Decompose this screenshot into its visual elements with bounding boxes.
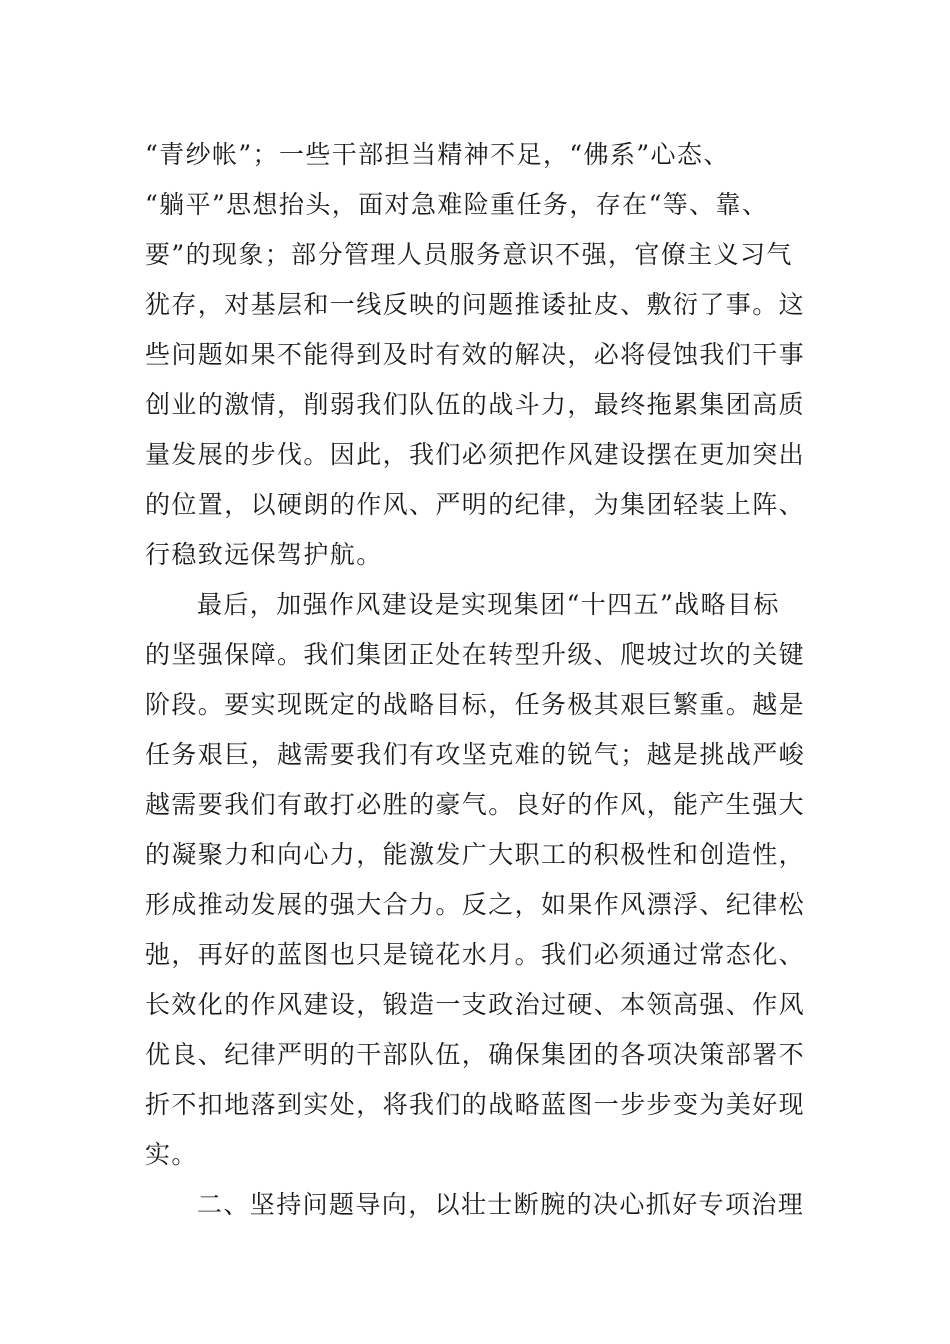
text-line: 的坚强保障。我们集团正处在转型升级、爬坡过坎的关键: [145, 640, 806, 669]
text-line: “躺平”思想抬头，面对急难险重任务，存在“等、靠、: [145, 190, 769, 219]
text-line: 阶段。要实现既定的战略目标，任务极其艰巨繁重。越是: [145, 690, 806, 719]
paragraph-first-line: 最后，加强作风建设是实现集团“十四五”战略目标: [197, 590, 780, 619]
text-line: 折不扣地落到实处，将我们的战略蓝图一步步变为美好现: [145, 1090, 806, 1119]
text-line: 犹存，对基层和一线反映的问题推诿扯皮、敷衍了事。这: [145, 290, 806, 319]
text-line: 优良、纪律严明的干部队伍，确保集团的各项决策部署不: [145, 1040, 806, 1069]
text-line: 量发展的步伐。因此，我们必须把作风建设摆在更加突出: [145, 440, 806, 469]
text-line: 弛，再好的蓝图也只是镜花水月。我们必须通过常态化、: [145, 940, 806, 969]
text-line: 些问题如果不能得到及时有效的解决，必将侵蚀我们干事: [145, 340, 806, 369]
text-line: 的位置，以硬朗的作风、严明的纪律，为集团轻装上阵、: [145, 490, 806, 519]
text-line: 行稳致远保驾护航。: [145, 540, 383, 569]
text-line: 形成推动发展的强大合力。反之，如果作风漂浮、纪律松: [145, 890, 806, 919]
text-line: 实。: [145, 1140, 198, 1169]
text-line: 任务艰巨，越需要我们有攻坚克难的锐气；越是挑战严峻: [145, 740, 806, 769]
text-line: 创业的激情，削弱我们队伍的战斗力，最终拖累集团高质: [145, 390, 806, 419]
text-line: “青纱帐”；一些干部担当精神不足，“佛系”心态、: [145, 140, 730, 169]
text-line: 越需要我们有敢打必胜的豪气。良好的作风，能产生强大: [145, 790, 806, 819]
text-line: 的凝聚力和向心力，能激发广大职工的积极性和创造性，: [145, 840, 806, 869]
text-line: 要”的现象；部分管理人员服务意识不强，官僚主义习气: [145, 240, 793, 269]
text-line: 长效化的作风建设，锻造一支政治过硬、本领高强、作风: [145, 990, 806, 1019]
section-heading: 二、坚持问题导向，以壮士断腕的决心抓好专项治理: [197, 1190, 805, 1219]
